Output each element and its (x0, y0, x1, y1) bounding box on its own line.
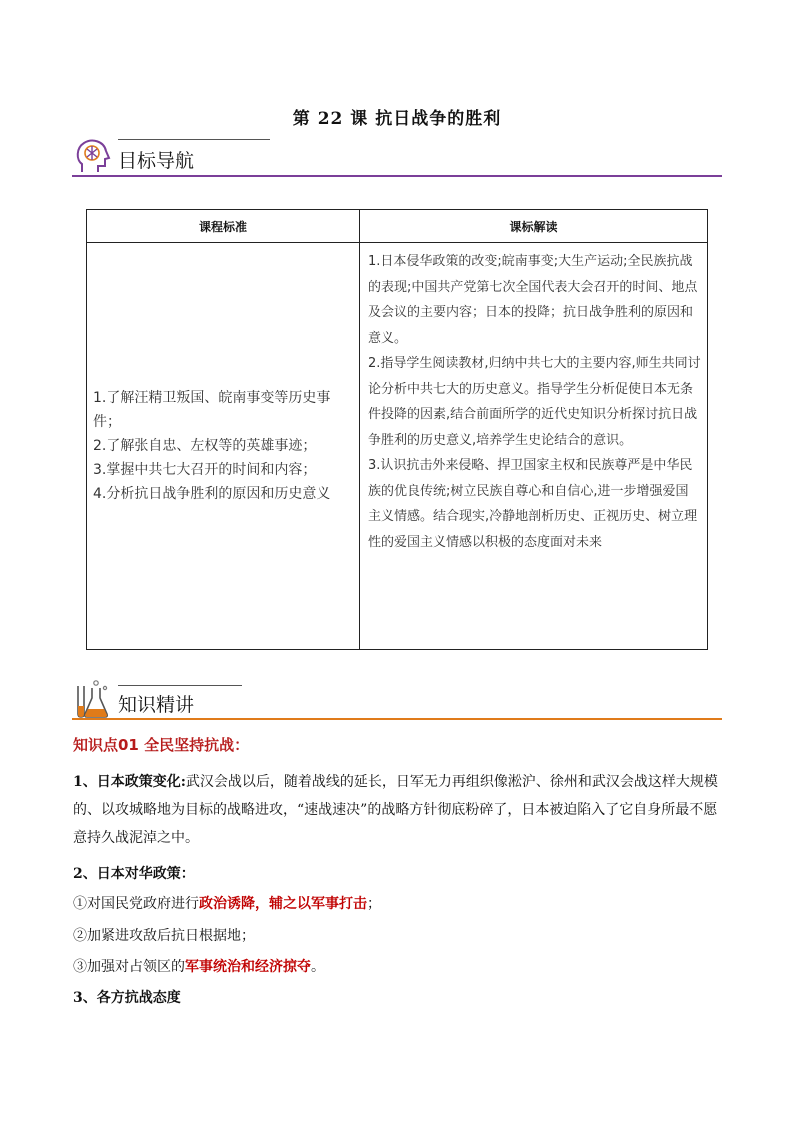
list-item: 1.日本侵华政策的改变;皖南事变;大生产运动;全民族抗战的表现;中国共产党第七次全国代表大会召开的时间、地点及会议的主要内容；日本的投降；抗日战争胜利的原因和意义。 (368, 254, 698, 346)
item2-sub1 (73, 890, 723, 918)
item2-heading-text: 2、日本对华政策： (73, 866, 195, 882)
item3-heading (73, 984, 723, 1012)
table-row (87, 243, 708, 650)
item2-heading (73, 860, 723, 888)
header-accent-line (118, 139, 270, 140)
knowledge-point-title: 知识点01 全民坚持抗战： (73, 736, 250, 754)
item2-sub2: ②加紧进攻敌后抗日根据地； (73, 928, 255, 944)
sub1-highlight: 政治诱降，辅之以军事打击 (199, 896, 367, 912)
list-item: 2.指导学生阅读教材,归纳中共七大的主要内容,师生共同讨论分析中共七大的历史意义。指导学生分析促使日本无条件投降的因素,结合前面所学的近代史知识分析探讨抗日战争胜利的历史意义,培养学生史论结合的意识。 (368, 356, 701, 448)
sub1-prefix: ①对国民党政府进行 (73, 896, 199, 912)
knowledge-section-header (72, 678, 722, 722)
list-item: 1.了解汪精卫叛国、皖南事变等历史事件； (93, 390, 331, 430)
sub3-highlight: 军事统治和经济掠夺 (185, 959, 311, 975)
knowledge-section-title: 知识精讲 (118, 694, 195, 716)
list-item: 3.掌握中共七大召开的时间和内容； (93, 462, 317, 478)
item3-heading-text: 3、各方抗战态度 (73, 990, 181, 1006)
sub3-suffix: 。 (311, 959, 325, 975)
item1-text: 武汉会战以后，随着战线的延长，日军无力再组织像淞沪、徐州和武汉会战这样大规模的、以攻城略地为目标的战略进攻，“速战速决”的战略方针彻底粉碎了，日本被迫陷入了它自身所最不愿意持久战泥淖之中。 (73, 774, 718, 846)
goals-section-header (72, 136, 722, 180)
table-header-interpretation: 课标解读 (360, 210, 708, 243)
brain-head-icon (72, 136, 112, 176)
item1-paragraph (73, 768, 723, 852)
knowledge-section-rule (72, 718, 722, 720)
goals-table (86, 209, 708, 650)
header-accent-line (118, 685, 242, 686)
sub3-prefix: ③加强对占领区的 (73, 959, 185, 975)
item2-sub3 (73, 953, 723, 981)
list-item: 4.分析抗日战争胜利的原因和历史意义 (93, 486, 331, 502)
interpretations-cell (360, 243, 708, 650)
standards-cell (87, 243, 360, 650)
item1-heading: 1、日本政策变化: (73, 774, 186, 790)
sub1-suffix: ； (367, 896, 381, 912)
list-item: 2.了解张自忠、左权等的英雄事迹； (93, 438, 317, 454)
table-header-row (87, 210, 708, 243)
page-title: 第 22 课 抗日战争的胜利 (292, 109, 502, 129)
table-header-standard: 课程标准 (87, 210, 360, 243)
list-item: 3.认识抗击外来侵略、捍卫国家主权和民族尊严是中华民族的优良传统;树立民族自尊心和自信心,进一步增强爱国主义情感。结合现实,冷静地剖析历史、正视历史、树立理性的爱国主义情感以积极的态度面对未来 (368, 458, 698, 550)
lab-flask-icon (72, 678, 112, 718)
goals-section-title: 目标导航 (118, 150, 195, 172)
goals-section-rule (72, 175, 722, 177)
